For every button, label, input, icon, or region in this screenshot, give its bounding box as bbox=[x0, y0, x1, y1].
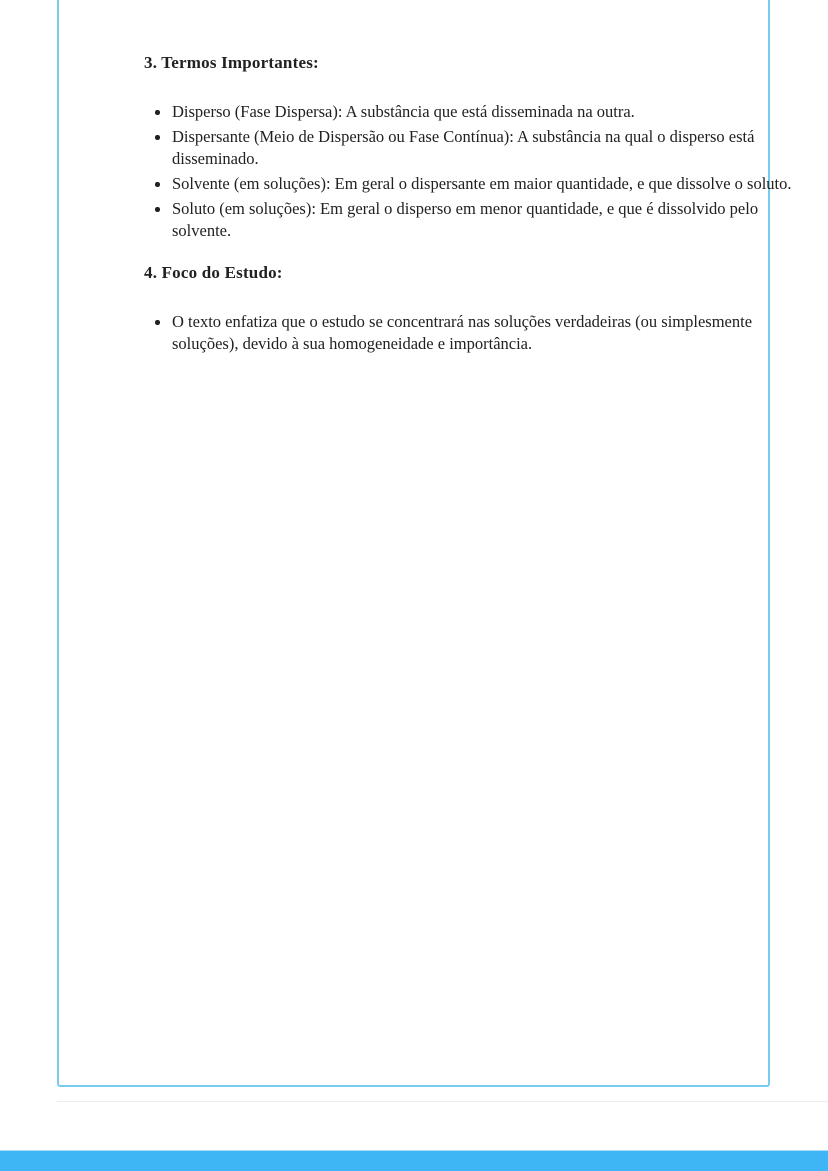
bullet-dot-icon bbox=[155, 320, 160, 325]
bullet-dot-icon bbox=[155, 135, 160, 140]
section-heading: 4. Foco do Estudo: bbox=[144, 263, 283, 282]
list-item bbox=[172, 198, 794, 242]
list-item bbox=[172, 311, 794, 355]
bullet-dot-icon bbox=[155, 207, 160, 212]
content-card bbox=[57, 0, 792, 1087]
page-break-line bbox=[57, 1101, 828, 1102]
section-foco-do-estudo bbox=[144, 263, 796, 355]
list-item bbox=[172, 101, 794, 123]
document-content bbox=[144, 53, 796, 358]
list-item-text: Soluto (em soluções): Em geral o disperso em menor quantidade, e que é dissolvido pelo solvente. bbox=[172, 199, 759, 240]
bullet-list bbox=[144, 101, 794, 242]
bottom-bar bbox=[0, 1150, 828, 1171]
bullet-dot-icon bbox=[155, 110, 160, 115]
list-item bbox=[172, 173, 794, 195]
list-item-text: Solvente (em soluções): Em geral o dispersante em maior quantidade, e que dissolve o soluto. bbox=[172, 174, 792, 193]
list-item-text: Dispersante (Meio de Dispersão ou Fase Contínua): A substância na qual o disperso está disseminado. bbox=[172, 127, 755, 168]
section-heading: 3. Termos Importantes: bbox=[144, 53, 319, 72]
list-item bbox=[172, 126, 794, 170]
bullet-list bbox=[144, 311, 794, 355]
bullet-dot-icon bbox=[155, 182, 160, 187]
list-item-text: O texto enfatiza que o estudo se concentrará nas soluções verdadeiras (ou simplesmente soluções), devido à sua homogeneidade e importância. bbox=[172, 312, 753, 353]
section-termos-importantes bbox=[144, 53, 796, 242]
list-item-text: Disperso (Fase Dispersa): A substância que está disseminada na outra. bbox=[172, 102, 635, 121]
